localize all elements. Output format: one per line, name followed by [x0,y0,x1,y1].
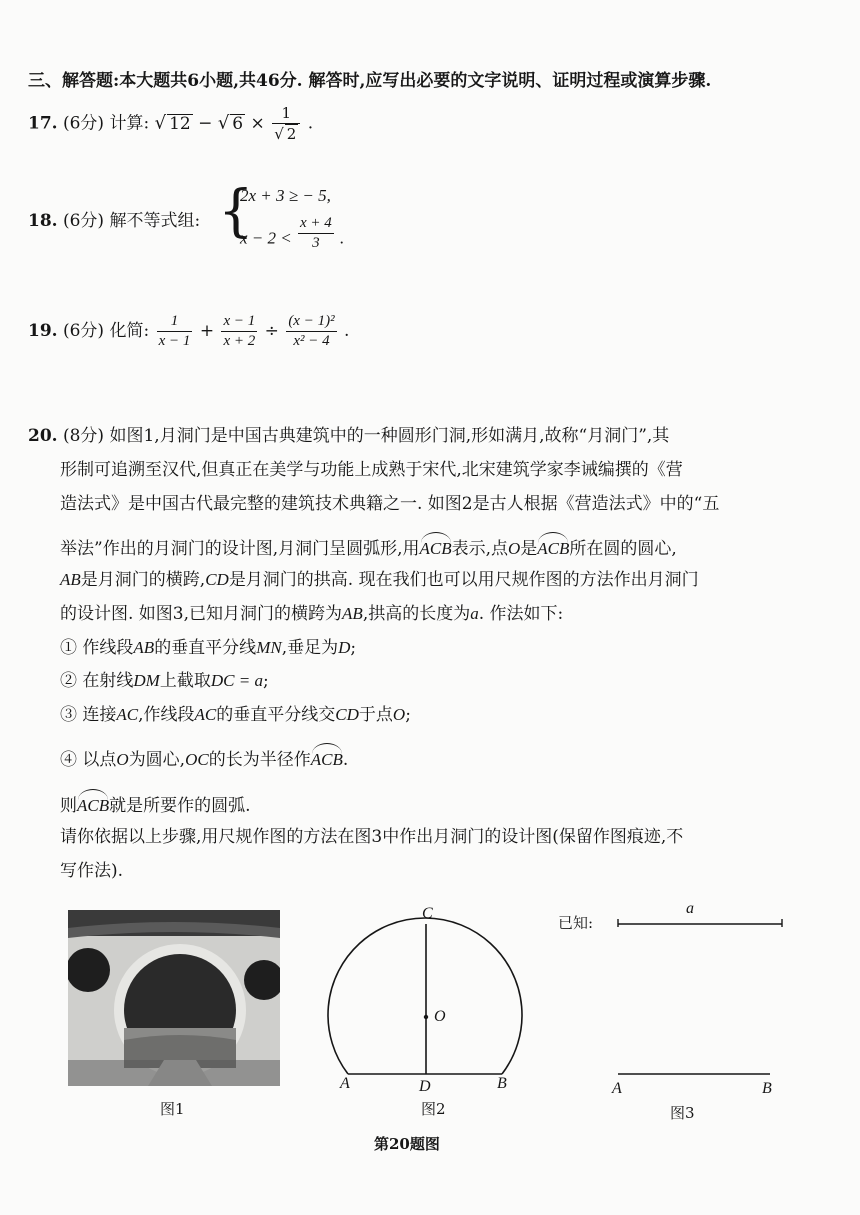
q19-f2-den: x + 2 [223,333,256,349]
arc-acb-1: ACB [420,535,452,560]
q19-fraction-2 [221,312,257,351]
fig2-point-o [424,1015,428,1019]
q18-frac-num: x + 4 [298,214,334,234]
fig2-label-c: C [422,905,433,922]
s3i: ; [405,705,411,725]
q17-radicand-2: 6 [232,113,244,134]
q20-l5d: 是月洞门的拱高. 现在我们也可以用尺规作图的方法作出月洞门 [228,570,699,590]
q19-number: 19. [28,321,58,341]
s3f: CD [335,705,359,724]
q19-divide: ÷ [264,321,279,341]
q20-l4d: 所在圆的圆心, [569,539,677,559]
q17-number: 17. [28,113,58,134]
q18-number: 18. [28,211,58,231]
question-17: 17. (6分) 计算: √ 12 − √ 6 × $\frac{1}{√ 2}$ . [28,104,314,143]
q20-l5a: AB [60,570,81,589]
q20-point-o: O [508,539,521,558]
fig2-label-b: B [497,1075,507,1092]
q19-lead: 化简: [109,321,150,341]
q20-step-1 [60,637,356,659]
q20-line-2: 形制可追溯至汉代,但真正在美学与功能上成熟于宋代,北宋建筑学家李诫编撰的《营 [60,460,683,480]
q18-fraction [298,214,334,253]
arc-acb-4: ACB [77,792,109,817]
q17-lead: 计算: [109,113,150,134]
fig3-label-A: A [612,1080,622,1097]
figure-3-segments [612,914,788,1084]
q19-plus: + [199,321,215,341]
s4f: . [342,750,349,770]
section-header: 三、解答题:本大题共6小题,共46分. 解答时,应写出必要的文字说明、证明过程或演算步骤. [28,71,712,91]
figure-2-diagram [320,900,540,1100]
q18-score: (6分) [62,211,105,231]
q19-f3-num: (x − 1)² [286,312,336,332]
s1b: AB [133,638,155,657]
q18-lead: 解不等式组: [109,211,201,231]
question-19 [28,312,349,351]
arc-acb-2: ACB [537,535,569,560]
s1f: D [338,638,351,657]
q20-line-3: 造法式》是中国古代最完整的建筑技术典籍之一. 如图2是古人根据《营造法式》中的“五 [60,494,720,514]
q20-l4b: 表示,点 [451,539,509,559]
s2c: 上截取 [159,671,211,691]
s2a: ② 在射线 [60,671,134,691]
q20-line-4 [60,535,677,560]
q19-score: (6分) [62,321,105,341]
fig3-given-label: 已知: [558,914,594,932]
q20-line-1 [28,425,669,447]
s4b: O [116,750,129,769]
s3h: O [392,705,406,724]
q17-score: (6分) [62,113,105,134]
q20-step-4 [60,746,348,771]
q20-l6e: . 作法如下: [478,604,564,624]
question-18 [28,210,200,232]
s1e: ,垂足为 [281,638,339,658]
q17-frac-den: 2 [286,125,297,143]
q19-end: . [344,321,350,341]
q20-number: 20. [28,426,58,446]
q20-ask-1: 请你依据以上步骤,用尺规作图的方法在图3中作出月洞门的设计图(保留作图痕迹,不 [60,827,684,847]
q18-end: . [340,228,345,248]
q20-l5b: 是月洞门的横跨, [80,570,206,590]
q19-fraction-3 [286,312,336,351]
q19-f1-num: 1 [157,312,193,332]
q20-conclusion [60,792,251,817]
s2b: DM [133,671,160,690]
s3a: ③ 连接 [60,705,117,725]
c1a: 则 [60,796,77,816]
q20-l6c: ,拱高的长度为 [362,604,471,624]
q20-line-5 [60,569,699,591]
q17-minus: − [198,113,213,134]
figures-main-caption: 第20题图 [374,1135,440,1153]
s3b: AC [116,705,139,724]
q20-score: (8分) [62,426,105,446]
s2e: ; [262,671,269,691]
figure-3-caption: 图3 [670,1104,695,1122]
s1d: MN [256,638,282,657]
s3g: 于点 [358,705,393,725]
q20-ask-2: 写作法). [60,861,124,881]
q20-step-2 [60,670,269,692]
fig3-label-a: a [686,900,694,917]
s1a: ① 作线段 [60,638,134,658]
q19-f2-num: x − 1 [221,312,257,332]
q20-l6d: a [470,604,479,623]
q20-step-3 [60,704,411,726]
s4e: 的长为半径作 [208,750,311,770]
fig3-label-B: B [762,1080,772,1097]
c1b: 就是所要作的圆弧. [109,796,251,816]
s2d: DC = a [210,671,263,690]
arc-acb-3: ACB [311,746,343,771]
s3e: 的垂直平分线交 [216,705,336,725]
q17-frac-num: 1 [272,104,300,124]
s3c: ,作线段 [138,705,195,725]
fig2-label-o: O [434,1008,446,1025]
fig2-label-d: D [419,1078,431,1095]
s4a: ④ 以点 [60,750,117,770]
q20-l5c: CD [205,570,229,589]
q20-line-6 [60,603,563,625]
s4d: OC [185,750,209,769]
figure-1-caption: 图1 [160,1100,185,1118]
q18-ineq-2-left: x − 2 < [240,228,292,248]
q20-l4c: 是 [520,539,538,559]
q17-times: × [250,113,265,134]
fig2-arc [328,918,522,1074]
q18-brace: { [218,179,254,244]
q20-l6b: AB [342,604,363,623]
q20-l4a: 举法”作出的月洞门的设计图,月洞门呈圆弧形,用 [60,539,420,559]
q18-frac-den: 3 [312,235,320,251]
s3d: AC [194,705,217,724]
q18-ineq-2 [240,215,345,253]
q19-f3-den: x² − 4 [293,333,330,349]
s4c: 为圆心, [128,750,186,770]
q19-f1-den: x − 1 [158,333,191,349]
q17-radicand-1: 12 [169,113,191,134]
q17-fraction: $\frac{1}{√ 2}$ [272,104,300,144]
figure-1-photo [68,910,280,1086]
q19-fraction-1 [157,312,193,351]
q20-text-1: 如图1,月洞门是中国古典建筑中的一种圆形门洞,形如满月,故称“月洞门”,其 [109,426,670,446]
q18-ineq-1: 2x + 3 ≥ − 5, [240,186,331,205]
q17-end: . [307,113,314,134]
s1g: ; [350,638,357,658]
fig2-label-a: A [340,1075,350,1092]
q20-l6a: 的设计图. 如图3,已知月洞门的横跨为 [60,604,343,624]
figure-2-caption: 图2 [421,1100,446,1118]
s1c: 的垂直平分线 [154,638,257,658]
